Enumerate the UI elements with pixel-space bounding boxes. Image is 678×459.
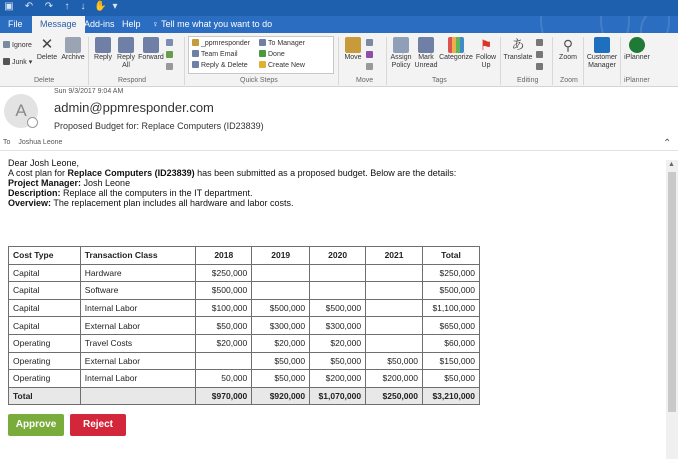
scrollbar-thumb[interactable] (668, 172, 676, 412)
mark-unread-label-2: Unread (414, 62, 438, 69)
reply-button[interactable] (92, 37, 114, 62)
recipient-name[interactable]: Joshua Leone (18, 139, 63, 146)
customer-manager-button[interactable] (585, 37, 619, 70)
column-header: Total (422, 247, 479, 265)
actions-button[interactable] (366, 63, 375, 72)
table-cell: External Labor (80, 317, 196, 335)
table-cell: Total (9, 387, 81, 405)
table-cell: $50,000 (252, 370, 310, 388)
forward-icon (143, 37, 159, 53)
group-label-iplanner: iPlanner (624, 77, 650, 84)
group-label-tags: Tags (432, 77, 447, 84)
quick-step-label: Team Email (201, 51, 238, 58)
translate-icon: あ (511, 37, 525, 52)
intro-post: has been submitted as a proposed budget. Below are the details: (194, 168, 457, 178)
follow-up-label-2: Up (481, 62, 491, 69)
mark-unread-label-1: Mark (418, 54, 434, 61)
table-cell (366, 317, 423, 335)
group-label-quick-steps: Quick Steps (240, 77, 278, 84)
avatar: A (4, 94, 38, 128)
move-folder-icon (345, 37, 361, 53)
lightning-icon (259, 61, 266, 68)
table-cell: $250,000 (196, 264, 252, 282)
intro-pre: A cost plan for (8, 168, 68, 178)
table-cell: Capital (9, 317, 81, 335)
description-value: Replace all the computers in the IT department. (60, 188, 253, 198)
cursor-icon (536, 63, 543, 70)
table-cell: $20,000 (310, 334, 366, 352)
to-label: To (3, 139, 11, 146)
assign-policy-label-2: Policy (391, 62, 411, 69)
table-cell: External Labor (80, 352, 196, 370)
categorize-label: Categorize (439, 54, 473, 61)
group-label-delete: Delete (34, 77, 55, 84)
assign-policy-button[interactable] (389, 37, 413, 70)
select-button[interactable] (536, 63, 545, 72)
description-line (8, 188, 662, 198)
table-row (9, 334, 480, 352)
magnifier-icon: ⚲ (562, 37, 574, 53)
tell-me-text: Tell me what you want to do (161, 19, 273, 29)
table-cell: $50,000 (252, 352, 310, 370)
table-row (9, 370, 480, 388)
zoom-label: Zoom (559, 54, 577, 61)
table-cell: $500,000 (422, 282, 479, 300)
project-manager-line (8, 178, 662, 188)
table-cell (310, 282, 366, 300)
table-cell: $970,000 (196, 387, 252, 405)
ignore-icon (3, 41, 10, 48)
group-separator (386, 37, 387, 85)
message-subject: Proposed Budget for: Replace Computers (ID23839) (54, 121, 264, 131)
table-cell (366, 334, 423, 352)
ribbon (0, 33, 678, 87)
table-header-row (9, 247, 480, 265)
table-cell: $20,000 (252, 334, 310, 352)
forward-label: Forward (138, 54, 164, 61)
categorize-button[interactable] (439, 37, 473, 62)
reply-all-label-1: Reply (117, 54, 135, 61)
assign-policy-label-1: Assign (390, 54, 412, 61)
table-cell: $50,000 (196, 317, 252, 335)
quick-step-label: Done (268, 51, 285, 58)
table-cell: $250,000 (366, 387, 423, 405)
touch-mode-icon[interactable]: ✋ (94, 1, 107, 12)
translate-label: Translate (503, 54, 533, 61)
table-cell: Operating (9, 334, 81, 352)
table-cell: $50,000 (366, 352, 423, 370)
table-cell (196, 352, 252, 370)
group-separator (583, 37, 584, 85)
more-respond-icon (166, 63, 173, 70)
folder-icon (192, 39, 199, 46)
table-cell: $300,000 (310, 317, 366, 335)
group-separator (500, 37, 501, 85)
iplanner-icon (629, 37, 645, 53)
save-icon[interactable]: ▣ (4, 1, 14, 12)
customer-manager-label-1: Customer (586, 54, 618, 61)
table-cell: Operating (9, 352, 81, 370)
reply-label: Reply (94, 54, 112, 61)
find-button[interactable] (536, 39, 545, 48)
flag-icon: ⚑ (479, 37, 493, 53)
check-icon (259, 50, 266, 57)
group-separator (338, 37, 339, 85)
table-cell: Capital (9, 264, 81, 282)
table-row (9, 299, 480, 317)
table-cell: $20,000 (196, 334, 252, 352)
overview-value: The replacement plan includes all hardware and labor costs. (51, 198, 294, 208)
table-cell (366, 264, 423, 282)
translate-button[interactable] (503, 37, 533, 62)
categorize-icon (448, 37, 464, 53)
pm-label: Project Manager: (8, 178, 82, 188)
group-label-respond: Respond (118, 77, 147, 84)
greeting: Dear Josh Leone, (8, 158, 80, 168)
header-divider (0, 150, 678, 151)
group-label-move: Move (356, 77, 374, 84)
reply-all-icon (118, 37, 134, 53)
group-separator (552, 37, 553, 85)
policy-icon (393, 37, 409, 53)
quick-step-team-email[interactable] (192, 50, 238, 59)
table-cell: $1,100,000 (422, 299, 479, 317)
quick-step-to-manager[interactable] (259, 39, 305, 48)
message-date: Sun 9/3/2017 9:04 AM (54, 88, 124, 95)
overview-label: Overview: (8, 198, 52, 208)
table-cell: Capital (9, 282, 81, 300)
table-cell (310, 264, 366, 282)
table-cell: Hardware (80, 264, 196, 282)
move-button[interactable] (342, 37, 364, 62)
recipient-line (3, 139, 62, 146)
follow-up-label-1: Follow (475, 54, 497, 61)
junk-label: Junk (12, 59, 27, 66)
redo-icon[interactable]: ↷ (44, 1, 54, 12)
table-row (9, 282, 480, 300)
overview-line (8, 198, 662, 208)
description-label: Description: (8, 188, 61, 198)
archive-button[interactable] (60, 37, 86, 62)
table-row (9, 264, 480, 282)
chevron-up-icon[interactable]: ⌃ (663, 138, 672, 149)
mark-unread-button[interactable] (414, 37, 438, 70)
group-separator (88, 37, 89, 85)
lightbulb-icon: ♀ (152, 19, 159, 29)
meeting-icon (166, 39, 173, 46)
reply-all-label-2: All (122, 62, 130, 69)
quick-steps-gallery (188, 36, 334, 74)
ribbon-tab-bar (0, 16, 678, 33)
quick-step-label: Create New (268, 62, 305, 69)
im-button[interactable] (166, 51, 175, 60)
table-cell: $920,000 (252, 387, 310, 405)
table-row (9, 317, 480, 335)
customize-toolbar-icon[interactable]: ▾ (112, 1, 118, 12)
table-cell: $50,000 (310, 352, 366, 370)
column-header: 2021 (366, 247, 423, 265)
table-cell: $60,000 (422, 334, 479, 352)
ignore-label: Ignore (12, 42, 32, 49)
quick-step-label: _ppmresponder (201, 40, 251, 47)
table-row (9, 352, 480, 370)
junk-button[interactable]: Junk ▾ (3, 58, 32, 67)
intro-paragraph (8, 168, 662, 178)
ignore-button[interactable] (3, 41, 32, 50)
find-icon (536, 39, 543, 46)
table-cell: $200,000 (366, 370, 423, 388)
table-cell (80, 387, 196, 405)
table-cell: $1,070,000 (310, 387, 366, 405)
group-separator (620, 37, 621, 85)
presence-indicator (27, 117, 38, 128)
table-cell: Capital (9, 299, 81, 317)
budget-table (8, 246, 480, 405)
table-cell (366, 282, 423, 300)
table-cell: $500,000 (196, 282, 252, 300)
pm-value: Josh Leone (81, 178, 131, 188)
table-cell: $200,000 (310, 370, 366, 388)
forward-button[interactable] (138, 37, 164, 62)
quick-step-label: To Manager (268, 40, 305, 47)
table-cell (252, 282, 310, 300)
reject-button[interactable]: Reject (70, 414, 126, 436)
quick-step-create-new[interactable] (259, 61, 305, 70)
table-cell: $100,000 (196, 299, 252, 317)
envelope-icon (418, 37, 434, 53)
message-body (8, 158, 662, 208)
rules-icon (366, 39, 373, 46)
table-cell: $3,210,000 (422, 387, 479, 405)
table-cell: Software (80, 282, 196, 300)
archive-label: Archive (61, 54, 85, 61)
follow-up-button[interactable] (474, 37, 498, 70)
group-label-zoom: Zoom (560, 77, 578, 84)
customer-manager-icon (594, 37, 610, 53)
table-cell: Internal Labor (80, 299, 196, 317)
iplanner-button[interactable] (623, 37, 651, 62)
table-cell: 50,000 (196, 370, 252, 388)
reply-icon (95, 37, 111, 53)
sender-address[interactable]: admin@ppmresponder.com (54, 100, 214, 115)
forward-icon (259, 39, 266, 46)
reply-all-button[interactable] (116, 37, 136, 70)
junk-icon (3, 58, 10, 65)
down-arrow-icon[interactable]: ↓ (80, 1, 86, 12)
column-header: 2019 (252, 247, 310, 265)
table-cell: $300,000 (252, 317, 310, 335)
column-header: 2018 (196, 247, 252, 265)
mail-icon (192, 50, 199, 57)
scroll-up-icon[interactable]: ▲ (668, 161, 675, 168)
table-total-row (9, 387, 480, 405)
group-separator (184, 37, 185, 85)
column-header: Transaction Class (80, 247, 196, 265)
undo-icon[interactable]: ↶ (24, 1, 34, 12)
column-header: Cost Type (9, 247, 81, 265)
quick-step-ppmresponder[interactable] (192, 39, 250, 48)
delete-button[interactable] (36, 37, 58, 62)
table-cell (366, 299, 423, 317)
quick-step-done[interactable] (259, 50, 285, 59)
more-respond-button[interactable] (166, 63, 175, 72)
quick-step-label: Reply & Delete (201, 62, 248, 69)
zoom-button[interactable] (556, 37, 580, 62)
table-cell: $650,000 (422, 317, 479, 335)
up-arrow-icon[interactable]: ↑ (64, 1, 70, 12)
table-cell: Travel Costs (80, 334, 196, 352)
tab-message[interactable]: Message (32, 16, 85, 33)
table-cell: $500,000 (310, 299, 366, 317)
tab-help[interactable]: Help (122, 19, 141, 29)
delete-label: Delete (36, 54, 58, 61)
tell-me-search[interactable] (152, 16, 272, 33)
onenote-button[interactable] (366, 51, 375, 60)
table-cell: $250,000 (422, 264, 479, 282)
customer-manager-label-2: Manager (588, 62, 616, 69)
move-label: Move (344, 54, 362, 61)
rules-button[interactable] (366, 39, 375, 48)
vertical-scrollbar[interactable] (666, 160, 678, 459)
onenote-icon (366, 51, 373, 58)
table-cell: Internal Labor (80, 370, 196, 388)
tab-file[interactable]: File (8, 19, 23, 29)
approve-button[interactable]: Approve (8, 414, 64, 436)
decorative-circle (640, 16, 678, 33)
reply-delete-icon (192, 61, 199, 68)
related-icon (536, 51, 543, 58)
table-cell: $50,000 (422, 370, 479, 388)
related-button[interactable] (536, 51, 545, 60)
table-cell: Operating (9, 370, 81, 388)
quick-step-reply-delete[interactable] (192, 61, 248, 70)
table-cell: $150,000 (422, 352, 479, 370)
project-name: Replace Computers (ID23839) (67, 168, 195, 178)
iplanner-label: iPlanner (624, 54, 650, 61)
title-bar (0, 0, 678, 16)
group-label-editing: Editing (517, 77, 539, 84)
table-cell (252, 264, 310, 282)
column-header: 2020 (310, 247, 366, 265)
im-icon (166, 51, 173, 58)
table-cell: $500,000 (252, 299, 310, 317)
archive-icon (65, 37, 81, 53)
actions-icon (366, 63, 373, 70)
meeting-button[interactable] (166, 39, 175, 48)
delete-icon: ✕ (40, 36, 54, 53)
tab-add-ins[interactable]: Add-ins (84, 19, 115, 29)
